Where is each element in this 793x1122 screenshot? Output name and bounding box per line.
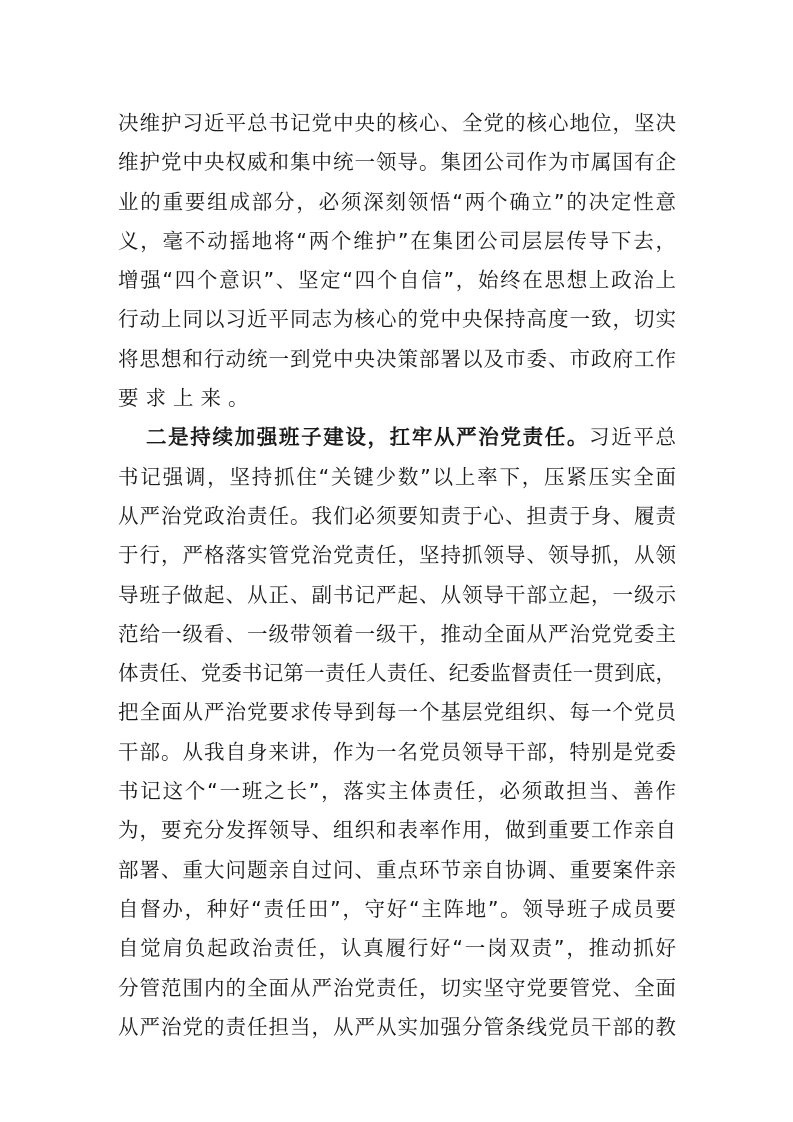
text-line: 部署、重大问题亲自过问、重点环节亲自协调、重要案件亲 [118,857,676,882]
text-line: 体责任、党委书记第一责任人责任、纪委监督责任一贯到底， [118,661,676,686]
text-line: 自觉肩负起政治责任，认真履行好“一岗双责”，推动抓好 [118,936,676,961]
paragraph-2 [118,418,676,1047]
text-line: 干部。从我自身来讲，作为一名党员领导干部，特别是党委 [118,739,676,764]
text-line: 把全面从严治党要求传导到每一个基层党组织、每一个党员 [118,700,676,725]
text-line: 范给一级看、一级带领着一级干，推动全面从严治党党委主 [118,621,676,646]
text-line: 分管范围内的全面从严治党责任，切实坚守党要管党、全面 [118,975,676,1000]
text-line: 从严治党政治责任。我们必须要知责于心、担责于身、履责 [118,503,676,528]
text-line: 要求上来。 [118,386,256,411]
section-heading: 二是持续加强班子建设，扛牢从严治党责任。 [146,425,590,450]
text-line: 维护党中央权威和集中统一领导。集团公司作为市属国有企 [118,150,676,175]
text-line: 导班子做起、从正、副书记严起、从领导干部立起，一级示 [118,582,676,607]
document-page [118,104,676,1047]
text-line: 行动上同以习近平同志为核心的党中央保持高度一致，切实 [118,307,676,332]
text-line: 决维护习近平总书记党中央的核心、全党的核心地位，坚决 [118,111,676,135]
text-line: 为，要充分发挥领导、组织和表率作用，做到重要工作亲自 [118,818,676,843]
text-line: 从严治党的责任担当，从严从实加强分管条线党员干部的教 [118,1014,676,1039]
text-line: 义，毫不动摇地将“两个维护”在集团公司层层传导下去， [118,228,676,253]
text-run: 习近平总 [589,425,676,450]
text-line: 自督办，种好“责任田”，守好“主阵地”。领导班子成员要 [118,896,676,921]
text-line: 书记这个“一班之长”，落实主体责任，必须敢担当、善作 [118,779,676,804]
text-line: 书记强调，坚持抓住“关键少数”以上率下，压紧压实全面 [118,464,676,489]
text-line: 将思想和行动统一到党中央决策部署以及市委、市政府工作 [118,346,676,371]
text-line: 于行，严格落实管党治党责任，坚持抓领导、领导抓，从领 [118,543,676,568]
text-line [118,418,676,457]
paragraph-1 [118,104,676,418]
text-line: 业的重要组成部分，必须深刻领悟“两个确立”的决定性意 [118,189,676,214]
text-line: 增强“四个意识”、坚定“四个自信”，始终在思想上政治上 [118,268,676,293]
